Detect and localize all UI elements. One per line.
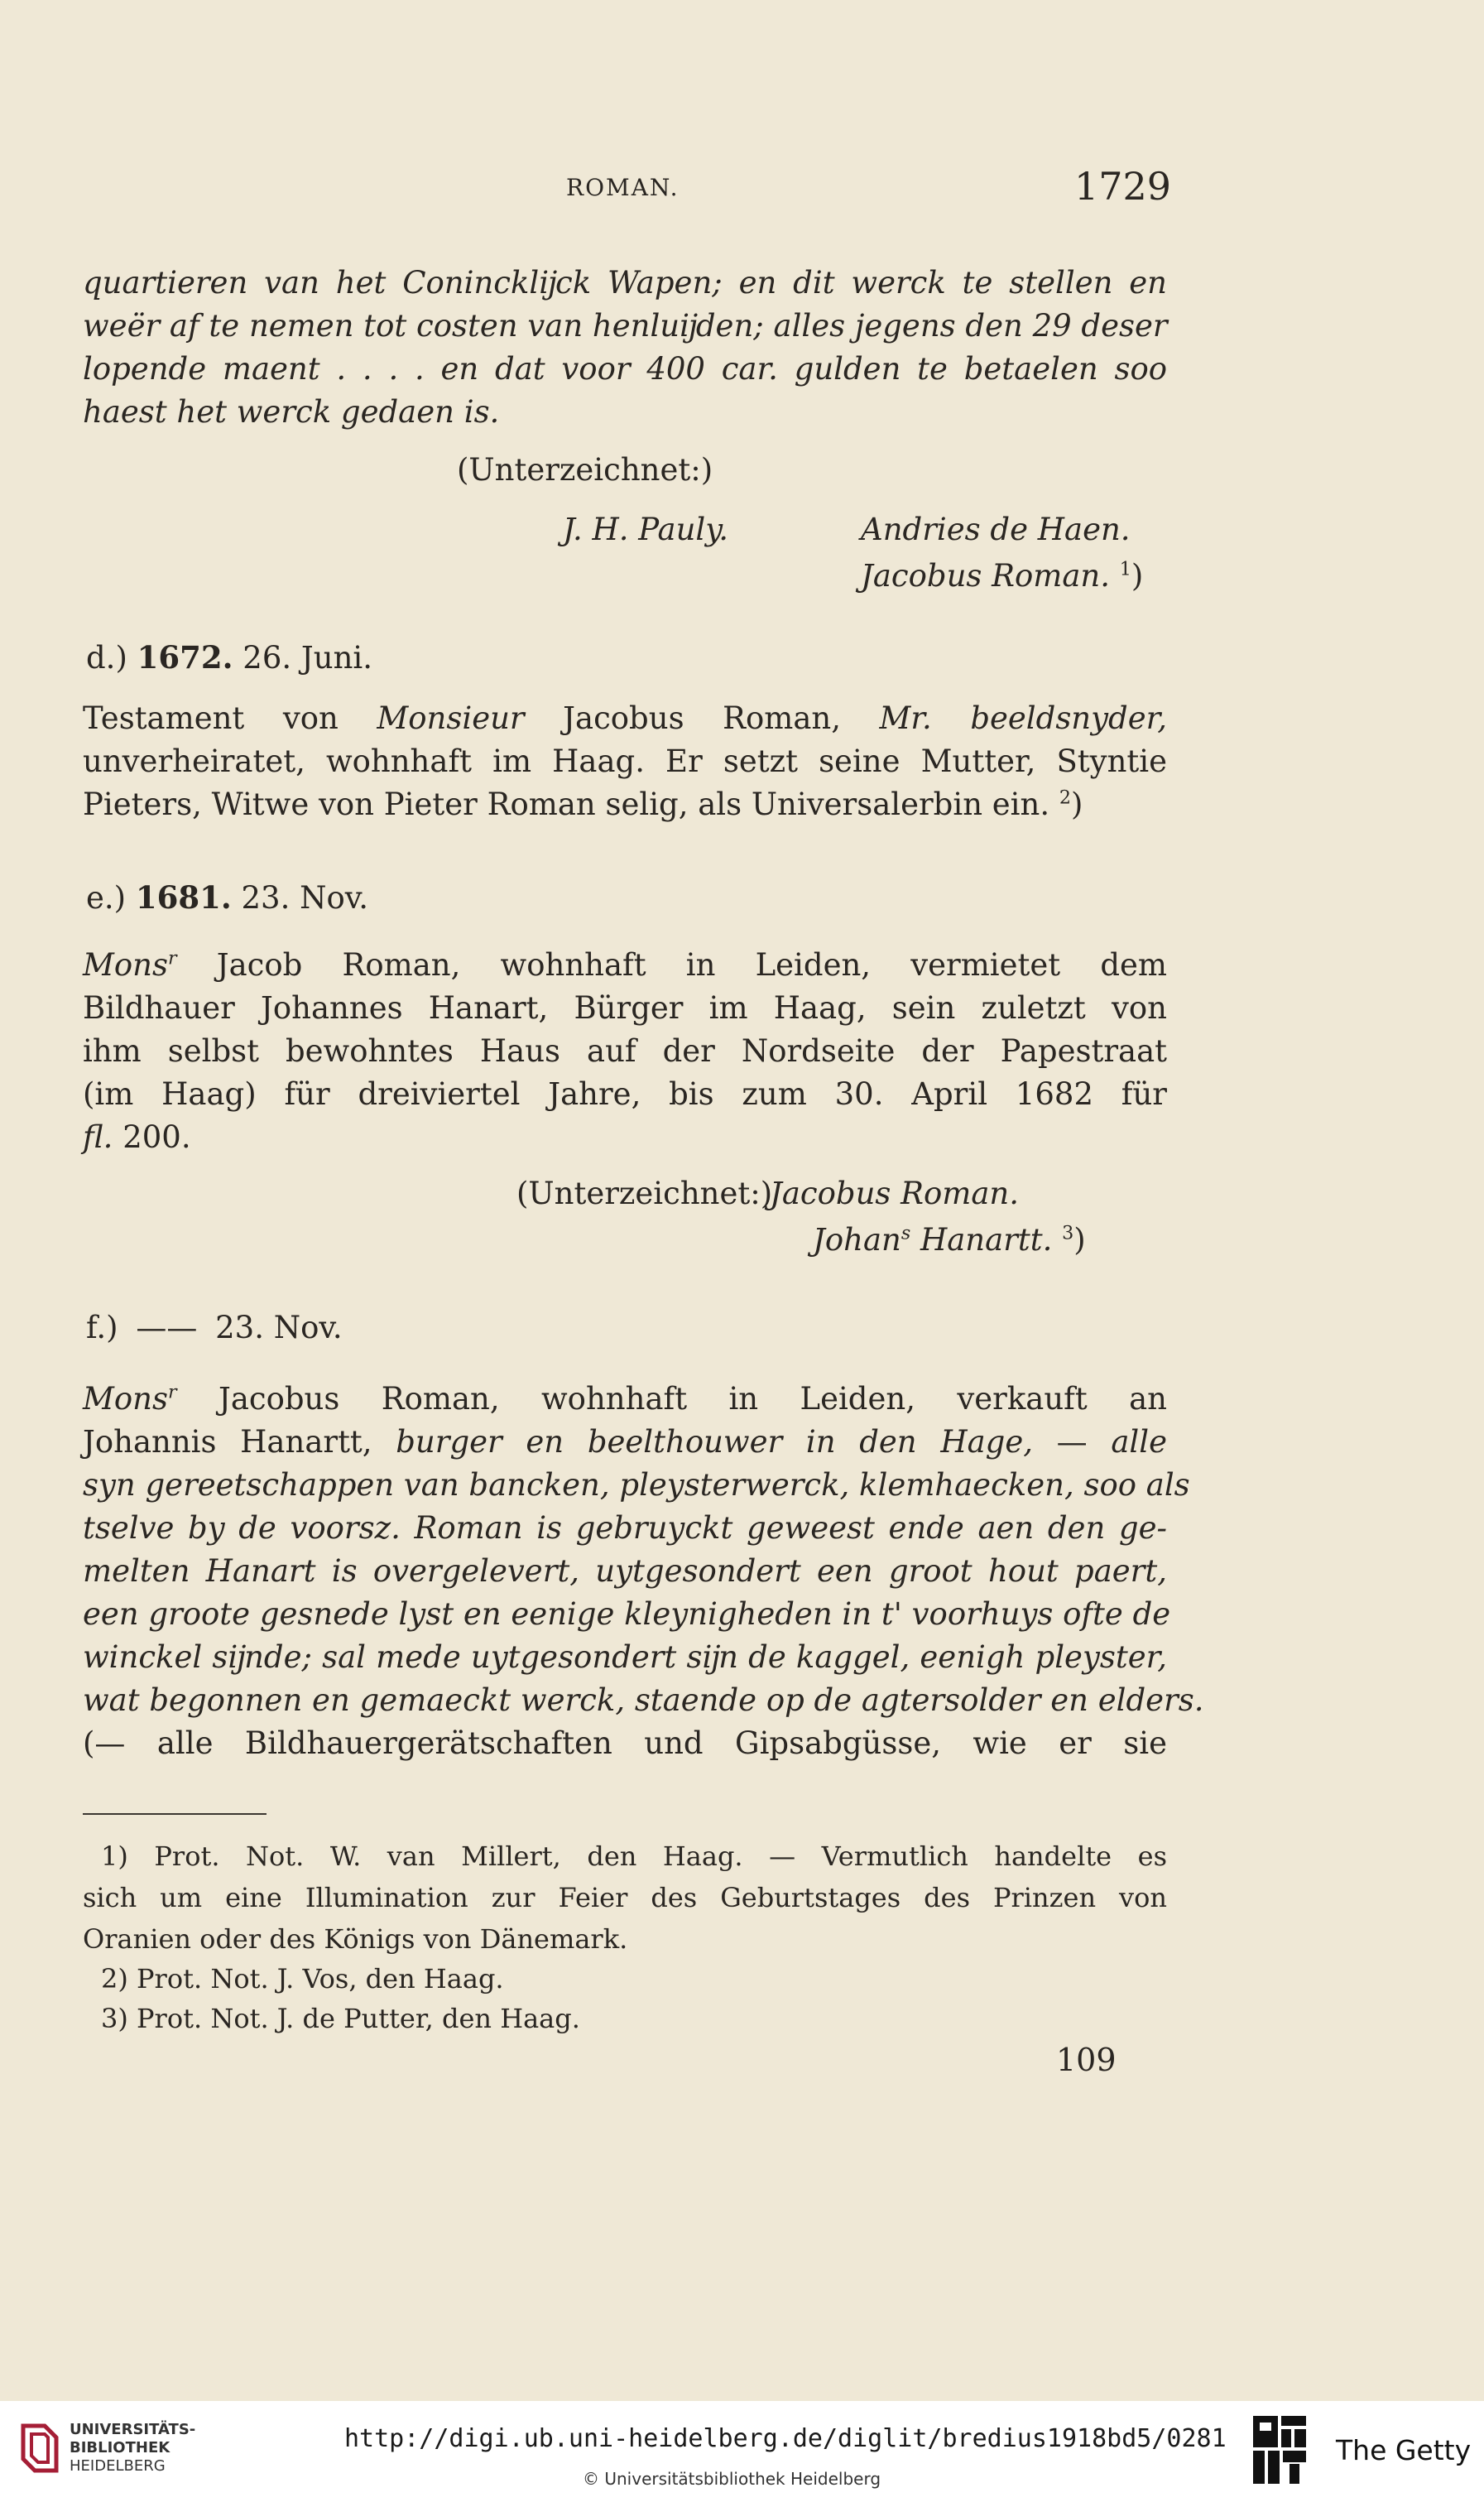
footnote-ref-1: 1 (1119, 558, 1131, 580)
entry-d-prefix: d.) (86, 640, 127, 676)
entry-f-line-9: (— alle Bildhauergerätschaften und Gipsabgüsse, wie er sie (83, 1725, 1167, 1761)
entry-e-signature-name-1: Jacobus Roman. (770, 1176, 1020, 1211)
library-logo-icon (15, 2419, 61, 2477)
getty-name: The Getty (1336, 2434, 1472, 2466)
entry-e-amount: 200. (122, 1119, 191, 1155)
entry-f-l2d: alle (1111, 1424, 1167, 1460)
entry-f-l2a: Johannis Hanartt, (83, 1424, 372, 1460)
copyright-notice: © Universitätsbibliothek Heidelberg (583, 2469, 881, 2489)
entry-d-l1d: Mr. beeldsnyder, (879, 700, 1168, 736)
entry-f-date: 23. Nov. (215, 1310, 343, 1345)
signature-name-roman: Jacobus Roman. $^1$) (861, 558, 1144, 594)
footnote-1-line-2: sich um eine Illumination zur Feier des Geburtstages des Prinzen von (83, 1882, 1167, 1913)
entry-d-l1a: Testament von (83, 700, 339, 736)
footer-bar (0, 2401, 1484, 2502)
entry-e-date: 23. Nov. (241, 880, 369, 916)
footnote-rule (83, 1813, 267, 1815)
footnote-3: 3) Prot. Not. J. de Putter, den Haag. (101, 2003, 580, 2034)
entry-f-prefix: f.) (86, 1310, 118, 1345)
entry-f-l2c: — (1056, 1424, 1088, 1460)
entry-d-year: 1672. (137, 639, 233, 676)
entry-e-line-5 (83, 1116, 1167, 1159)
entry-e-line-3: ihm selbst bewohntes Haus auf der Nordseite der Papestraat (83, 1033, 1167, 1069)
quote-line-2: weër af te nemen tot costen van henluĳden; alles jegens den 29 deser (83, 308, 1168, 344)
entry-e-mons: Mons (83, 947, 168, 983)
footnote-2: 2) Prot. Not. J. Vos, den Haag. (101, 1963, 504, 1994)
entry-d-l1b: Monsieur (377, 700, 525, 736)
entry-d-l1c: Jacobus Roman, (563, 700, 841, 736)
entry-f-l1-rest: Jacobus Roman, wohnhaft in Leiden, verkauft an (218, 1381, 1167, 1417)
entry-f-mons: Mons (83, 1381, 168, 1417)
signature-label: (Unterzeichnet:) (457, 452, 713, 488)
signature-name-haen: Andries de Haen. (861, 512, 1131, 547)
entry-f-line-1 (83, 1378, 1167, 1421)
entry-f-mons-sup: r (167, 1381, 177, 1403)
entry-f-line-8: wat begonnen en gemaeckt werck, staende op de agtersolder en elders. (83, 1682, 1204, 1718)
entry-f-line-5: melten Hanart is overgelevert, uytgesondert een groot hout paert, (83, 1553, 1167, 1589)
entry-d-line-2: unverheiratet, wohnhaft im Haag. Er setzt seine Mutter, Styntie (83, 743, 1167, 779)
entry-e-mons-sup: r (167, 947, 177, 970)
footnote-1-line-3: Oranien oder des Königs von Dänemark. (83, 1923, 628, 1955)
library-name-line-1: UNIVERSITÄTS- (70, 2421, 196, 2438)
entry-f-line-3: syn gereetschappen van bancken, pleysterwerck, klemhaecken, soo als (83, 1467, 1190, 1503)
entry-e-heading (86, 879, 368, 916)
entry-f-l2b: burger en beelthouwer in den Hage, (396, 1424, 1033, 1460)
signature-name-roman-text: Jacobus Roman. (861, 558, 1111, 594)
footnote-1-line-1: 1) Prot. Not. W. van Millert, den Haag. — Vermutlich handelte es (101, 1840, 1167, 1872)
permalink-url[interactable]: http://digi.ub.uni-heidelberg.de/diglit/bredius1918bd5/0281 (344, 2424, 1227, 2453)
signature-number: 109 (1056, 2042, 1117, 2078)
running-title: ROMAN. (566, 174, 680, 201)
entry-e-prefix: e.) (86, 880, 127, 916)
entry-f-line-4: tselve by de voorsz. Roman is gebruyckt geweest ende aen den ge- (83, 1510, 1167, 1546)
entry-e-fl: fl. (83, 1119, 113, 1155)
library-name-line-3: HEIDELBERG (70, 2457, 166, 2475)
entry-e-sig2a: Johan (813, 1222, 901, 1258)
entry-e-line-1 (83, 944, 1167, 987)
entry-e-sig2-sup: s (900, 1222, 911, 1244)
quote-line-1: quartieren van het Conincklĳck Wapen; en dit werck te stellen en (83, 265, 1167, 301)
footnote-ref-3: 3 (1062, 1222, 1074, 1244)
entry-f-line-7: winckel sĳnde; sal mede uytgesondert sĳn de kaggel, eenigh pleyster, (83, 1639, 1167, 1675)
entry-d-line-3-text: Pieters, Witwe von Pieter Roman selig, als Universalerbin ein. (83, 787, 1050, 822)
signature-name-pauly: J. H. Pauly. (563, 512, 728, 547)
entry-e-year: 1681. (135, 879, 232, 916)
entry-e-l1-rest: Jacob Roman, wohnhaft in Leiden, vermietet dem (216, 947, 1167, 983)
entry-d-line-1 (83, 697, 1167, 740)
entry-e-sig2b: Hanartt. (920, 1222, 1053, 1258)
getty-logo-icon (1250, 2413, 1309, 2487)
entry-f-heading (86, 1310, 343, 1345)
entry-e-line-4: (im Haag) für dreiviertel Jahre, bis zum 30. April 1682 für (83, 1076, 1167, 1112)
entry-d-date: 26. Juni. (243, 640, 372, 676)
quote-line-4: haest het werck gedaen is. (83, 394, 500, 430)
library-name-line-2: BIBLIOTHEK (70, 2439, 170, 2456)
quote-line-3: lopende maent . . . . en dat voor 400 car. gulden te betaelen soo (83, 351, 1167, 387)
entry-e-signature-label: (Unterzeichnet:) (516, 1176, 773, 1211)
entry-e-signature-name-2: Johan$^s$ Hanartt. $^3$) (813, 1222, 1086, 1258)
entry-f-line-6: een groote gesnede lyst en eenige kleynigheden in t' voorhuys ofte de (83, 1596, 1171, 1632)
entry-d-line-3: Pieters, Witwe von Pieter Roman selig, als Universalerbin ein. $^2$) (83, 787, 1083, 822)
footnote-ref-2: 2 (1059, 787, 1071, 809)
entry-e-line-2: Bildhauer Johannes Hanart, Bürger im Haag, sein zuletzt von (83, 990, 1167, 1026)
entry-f-line-2 (83, 1421, 1167, 1464)
entry-d-heading (86, 639, 372, 676)
page-number: 1729 (1074, 164, 1172, 209)
entry-f-dash: —— (136, 1310, 198, 1345)
